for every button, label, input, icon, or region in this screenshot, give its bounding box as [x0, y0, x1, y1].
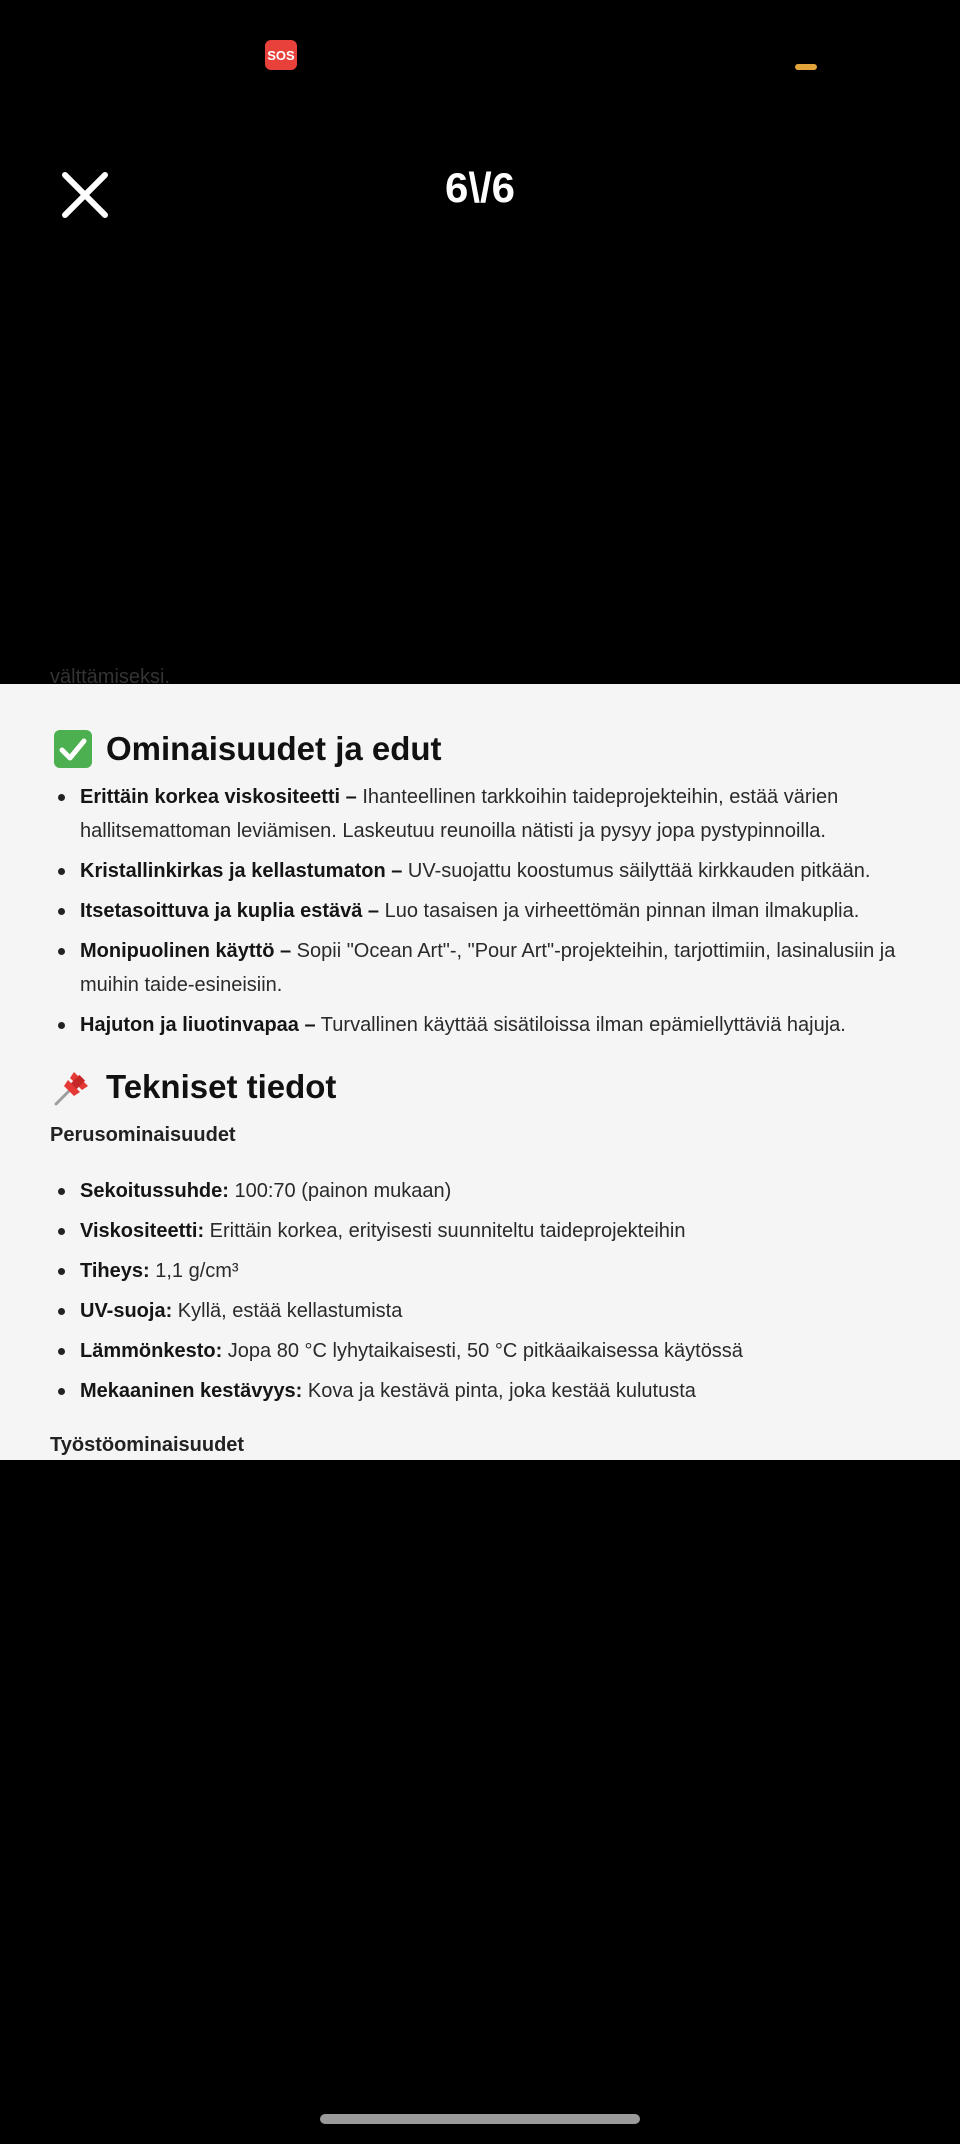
status-bar: [0, 0, 960, 110]
list-item: Itsetasoittuva ja kuplia estävä – Luo tasaisen ja virheettömän pinnan ilman ilmakuplia.: [50, 894, 940, 928]
list-item: UV-suoja: Kyllä, estää kellastumista: [50, 1294, 940, 1328]
list-item: Sekoitussuhde: 100:70 (painon mukaan): [50, 1174, 940, 1208]
check-mark-icon: [52, 728, 94, 770]
specs-subheading: Perusominaisuudet: [50, 1124, 236, 1146]
specs-list: [50, 1174, 940, 1414]
truncated-text: välttämiseksi.: [50, 666, 171, 688]
list-item: Hajuton ja liuotinvapaa – Turvallinen käyttää sisätiloissa ilman epämiellyttäviä hajuja.: [50, 1008, 940, 1042]
image-viewer-content[interactable]: [0, 666, 960, 1460]
status-indicator: [795, 64, 817, 70]
features-heading: [52, 728, 442, 770]
image-counter: 6\/6: [444, 164, 516, 211]
specs-heading: [52, 1066, 336, 1108]
next-subheading: Työstöominaisuudet: [50, 1434, 245, 1456]
sos-badge: SOS: [265, 40, 297, 70]
list-item: Erittäin korkea viskositeetti – Ihanteellinen tarkkoihin taideprojekteihin, estää värien hallitsemattoman leviämisen. Laskeutuu reunoilla nätisti ja pysyy jopa pystypinnoilla.: [50, 780, 940, 848]
list-item: Monipuolinen käyttö – Sopii "Ocean Art"-, "Pour Art"-projekteihin, tarjottimiin, lasinalusiin ja muihin taide-esineisiin.: [50, 934, 940, 1002]
home-indicator[interactable]: [320, 2114, 640, 2124]
list-item: Viskositeetti: Erittäin korkea, erityisesti suunniteltu taideprojekteihin: [50, 1214, 940, 1248]
list-item: Mekaaninen kestävyys: Kova ja kestävä pinta, joka kestää kulutusta: [50, 1374, 940, 1408]
features-list: [50, 780, 940, 1048]
viewer-header: [0, 140, 960, 230]
list-item: Lämmönkesto: Jopa 80 °C lyhytaikaisesti, 50 °C pitkäaikaisessa käytössä: [50, 1334, 940, 1368]
features-heading-text: Ominaisuudet ja edut: [106, 730, 442, 767]
list-item: Kristallinkirkas ja kellastumaton – UV-suojattu koostumus säilyttää kirkkauden pitkään.: [50, 854, 940, 888]
list-item: Tiheys: 1,1 g/cm³: [50, 1254, 940, 1288]
specs-heading-text: Tekniset tiedot: [106, 1068, 337, 1105]
pushpin-icon: [52, 1066, 94, 1108]
